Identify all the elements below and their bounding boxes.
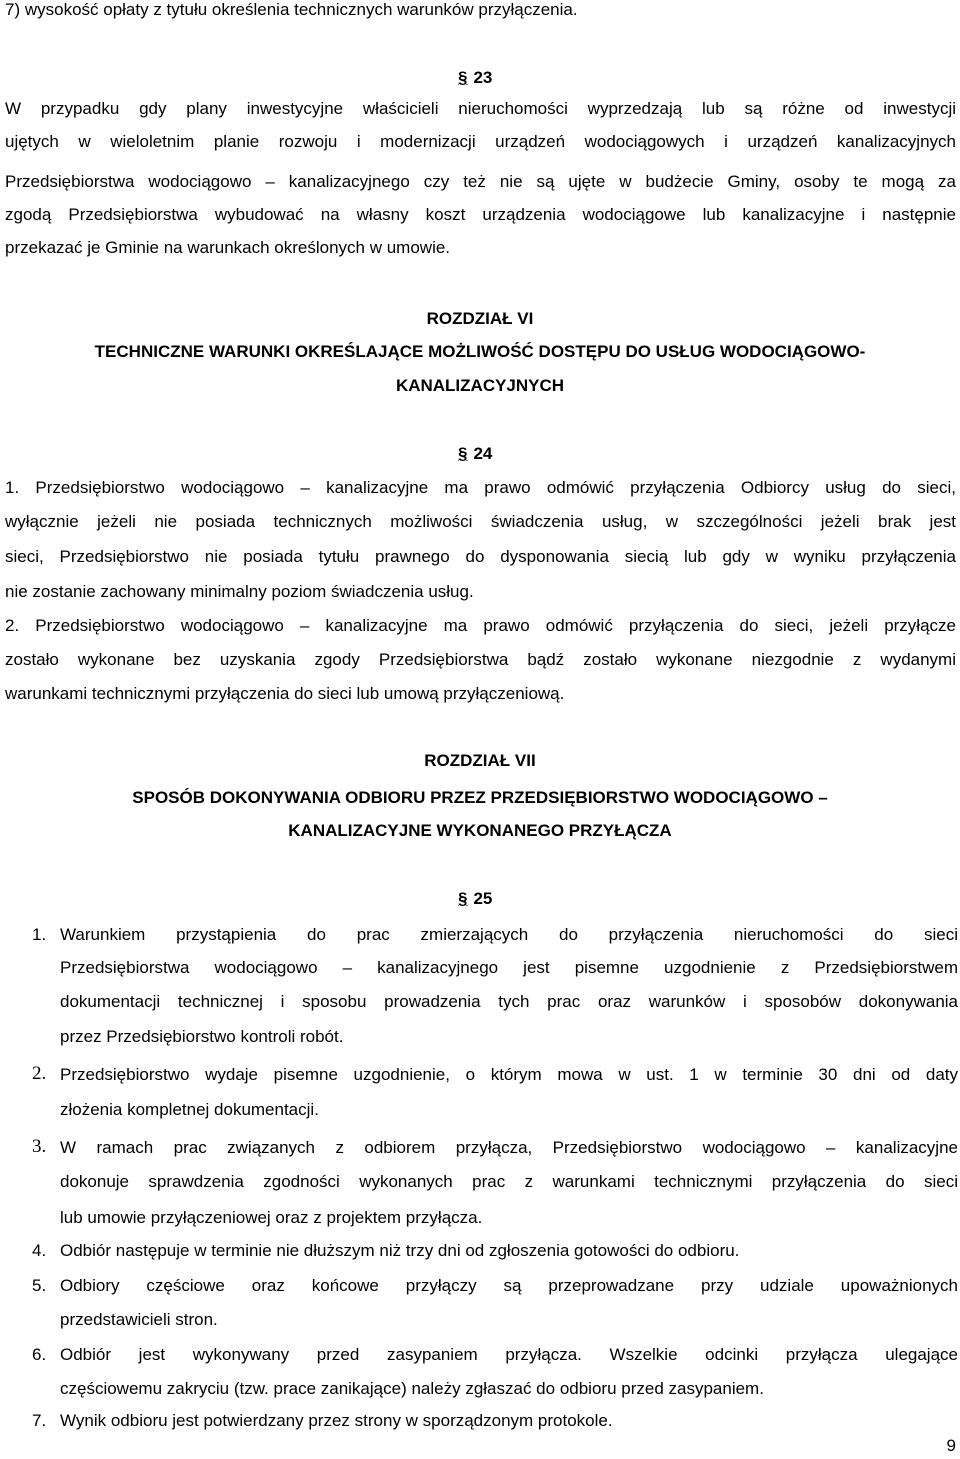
chapter-heading: SPOSÓB DOKONYWANIA ODBIORU PRZEZ PRZEDSIĘBIORSTWO WODOCIĄGOWO – bbox=[132, 788, 828, 807]
list-item-line: częściowemu zakryciu (tzw. prace zanikające) należy zgłaszać do odbioru przed zasypaniem. bbox=[60, 1379, 764, 1398]
list-item-number: 7. bbox=[32, 1411, 47, 1430]
section-24-heading bbox=[458, 444, 492, 464]
list-item-line: Wynik odbioru jest potwierdzany przez strony w sporządzonym protokole. bbox=[60, 1411, 613, 1430]
s24-p1-line: nie zostanie zachowany minimalny poziom świadczenia usług. bbox=[5, 582, 474, 601]
list-item-number: 3. bbox=[32, 1136, 47, 1157]
list-item-number: 1. bbox=[32, 925, 47, 944]
s24-p1-line: 1. Przedsiębiorstwo wodociągowo – kanalizacyjne ma prawo odmówić przyłączenia Odbiorcy usług do sieci, bbox=[5, 478, 956, 497]
list-item-number: 6. bbox=[32, 1345, 47, 1364]
list-item-line: Przedsiębiorstwo wydaje pisemne uzgodnienie, o którym mowa w ust. 1 w terminie 30 dni od daty bbox=[60, 1065, 958, 1084]
list-item-number: 2. bbox=[32, 1063, 47, 1084]
s23-line: przekazać je Gminie na warunkach określonych w umowie. bbox=[5, 238, 451, 257]
s24-p2-line: warunkami technicznymi przyłączenia do sieci lub umową przyłączeniową. bbox=[5, 684, 565, 703]
list-item-line: złożenia kompletnej dokumentacji. bbox=[60, 1100, 319, 1119]
list-item-line: przez Przedsiębiorstwo kontroli robót. bbox=[60, 1027, 344, 1046]
list-item-line: dokumentacji technicznej i sposobu prowadzenia tych prac oraz warunków i sposobów dokonywania bbox=[60, 992, 958, 1011]
list-item-line: przedstawicieli stron. bbox=[60, 1310, 218, 1329]
s24-p2-line: zostało wykonane bez uzyskania zgody Przedsiębiorstwa bądź zostało wykonane niezgodnie z wydanymi bbox=[5, 650, 956, 669]
s23-line: ujętych w wieloletnim planie rozwoju i modernizacji urządzeń wodociągowych i urządzeń kanalizacyjnych bbox=[5, 132, 956, 151]
list-item-line: Odbiory częściowe oraz końcowe przyłączy są przeprowadzane przy udziale upoważnionych bbox=[60, 1276, 958, 1295]
s24-p2-line: 2. Przedsiębiorstwo wodociągowo – kanalizacyjne ma prawo odmówić przyłączenia do sieci, jeżeli przyłącze bbox=[5, 616, 956, 635]
list-item-line: W ramach prac związanych z odbiorem przyłącza, Przedsiębiorstwo wodociągowo – kanalizacyjne bbox=[60, 1138, 958, 1157]
section-symbol: § bbox=[458, 68, 468, 87]
list-item-line: Warunkiem przystąpienia do prac zmierzających do przyłączenia nieruchomości do sieci bbox=[60, 925, 958, 944]
s23-line: zgodą Przedsiębiorstwa wybudować na własny koszt urządzenia wodociągowe lub kanalizacyjne i następnie bbox=[5, 205, 956, 224]
chapter-heading: KANALIZACYJNYCH bbox=[395, 376, 565, 395]
section-symbol: § bbox=[458, 889, 468, 908]
chapter-heading: KANALIZACYJNE WYKONANEGO PRZYŁĄCZA bbox=[288, 821, 672, 840]
chapter-heading: TECHNICZNE WARUNKI OKREŚLAJĄCE MOŻLIWOŚĆ DOSTĘPU DO USŁUG WODOCIĄGOWO- bbox=[94, 342, 866, 361]
section-23-heading bbox=[458, 68, 492, 88]
s23-line: W przypadku gdy plany inwestycyjne właścicieli nieruchomości wyprzedzają lub są różne od inwestycji bbox=[5, 99, 956, 118]
list-item-line: Odbiór następuje w terminie nie dłuższym niż trzy dni od zgłoszenia gotowości do odbioru. bbox=[60, 1241, 740, 1260]
section-number: 23 bbox=[473, 68, 493, 87]
list-item-line: lub umowie przyłączeniowej oraz z projektem przyłącza. bbox=[60, 1208, 483, 1227]
s24-p1-line: sieci, Przedsiębiorstwo nie posiada tytułu prawnego do dysponowania siecią lub gdy w wyniku przyłączenia bbox=[5, 547, 956, 566]
chapter-title: ROZDZIAŁ VI bbox=[426, 309, 534, 328]
section-number: 25 bbox=[473, 889, 493, 908]
list-item-number: 5. bbox=[32, 1276, 47, 1295]
s24-p1-line: wyłącznie jeżeli nie posiada technicznych możliwości świadczenia usług, w szczególności jeżeli brak jest bbox=[5, 512, 956, 531]
page-number: 9 bbox=[946, 1436, 956, 1455]
chapter-title: ROZDZIAŁ VII bbox=[424, 751, 536, 770]
list-item-number: 4. bbox=[32, 1241, 47, 1260]
list-item-line: Przedsiębiorstwa wodociągowo – kanalizacyjnego jest pisemne uzgodnienie z Przedsiębiorstwem bbox=[60, 958, 958, 977]
list-item-line: dokonuje sprawdzenia zgodności wykonanych prac z warunkami technicznymi przyłączenia do sieci bbox=[60, 1172, 958, 1191]
list-item-line: Odbiór jest wykonywany przed zasypaniem przyłącza. Wszelkie odcinki przyłącza ulegające bbox=[60, 1345, 958, 1364]
s23-line: Przedsiębiorstwa wodociągowo – kanalizacyjnego czy też nie są ujęte w budżecie Gminy, osoby te mogą za bbox=[5, 172, 956, 191]
top-line: 7) wysokość opłaty z tytułu określenia technicznych warunków przyłączenia. bbox=[5, 0, 578, 19]
section-number: 24 bbox=[473, 444, 493, 463]
section-25-heading bbox=[458, 889, 492, 909]
section-symbol: § bbox=[458, 444, 468, 463]
